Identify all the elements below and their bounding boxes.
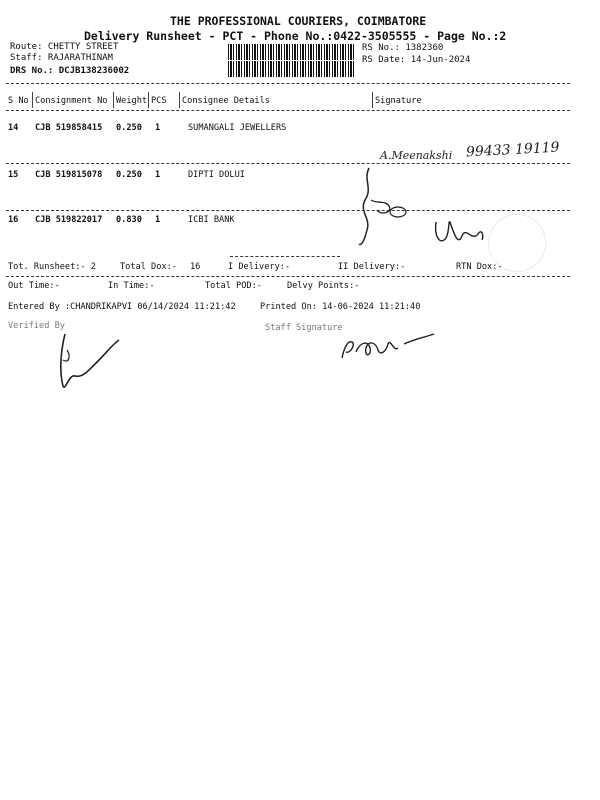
total-pod: Total POD:- [205, 281, 262, 291]
divider [6, 210, 570, 211]
tot-runsheet: Tot. Runsheet:- 2 [8, 262, 96, 272]
drs-number: DRS No.: DCJB138236002 [10, 66, 130, 76]
row-pcs: 1 [155, 215, 161, 225]
handwritten-phone: 99433 19119 [465, 139, 560, 161]
row-weight: 0.250 [116, 123, 142, 133]
col-sep [113, 92, 114, 108]
divider [6, 83, 570, 84]
divider [230, 256, 340, 257]
handwritten-signature: A.Meenakshi [380, 149, 453, 162]
divider [6, 110, 570, 111]
verified-by-label: Verified By [8, 321, 65, 331]
row-sno: 16 [8, 215, 19, 225]
col-header-weight: Weight [116, 96, 148, 106]
verified-by-signature [55, 330, 125, 395]
row-sno: 15 [8, 170, 19, 180]
row-sno: 14 [8, 123, 19, 133]
staff-signature-scribble [338, 330, 438, 365]
row-consignment: CJB 519858415 [35, 123, 103, 133]
col-sep [32, 92, 33, 108]
col-sep [179, 92, 180, 108]
out-time: Out Time:- [8, 281, 60, 291]
staff-label: Staff: RAJARATHINAM [10, 53, 113, 63]
col-header-signature: Signature [375, 96, 422, 106]
col-header-consignee: Consignee Details [182, 96, 270, 106]
row-weight: 0.250 [116, 170, 142, 180]
row-consignment: CJB 519815078 [35, 170, 103, 180]
divider [6, 163, 570, 164]
col-header-pcs: PCS [151, 96, 167, 106]
signature-scribble-row15 [355, 160, 415, 255]
in-time: In Time:- [108, 281, 155, 291]
row-pcs: 1 [155, 123, 161, 133]
col-header-consignment: Consignment No [35, 96, 108, 106]
runsheet-title: Delivery Runsheet - PCT - Phone No.:0422-3505555 - Page No.:2 [84, 29, 507, 43]
barcode-top [228, 44, 356, 60]
divider [6, 276, 570, 277]
col-header-sno: S No [8, 96, 29, 106]
col-sep [148, 92, 149, 108]
rs-date: RS Date: 14-Jun-2024 [362, 55, 471, 65]
row-consignee: SUMANGALI JEWELLERS [188, 123, 287, 133]
rtn-dox: RTN Dox:- [456, 262, 503, 272]
signature-scribble-row16 [432, 216, 492, 252]
total-dox-value: 16 [190, 262, 201, 272]
total-dox-label: Total Dox:- [120, 262, 177, 272]
row-pcs: 1 [155, 170, 161, 180]
delvy-points: Delvy Points:- [287, 281, 360, 291]
row-consignee: DIPTI DOLUI [188, 170, 245, 180]
row-consignee: ICBI BANK [188, 215, 235, 225]
entered-by: Entered By :CHANDRIKAPVI 06/14/2024 11:21:42 [8, 302, 236, 312]
printed-on: Printed On: 14-06-2024 11:21:40 [260, 302, 421, 312]
company-title: THE PROFESSIONAL COURIERS, COIMBATORE [170, 14, 427, 28]
row-consignment: CJB 519822017 [35, 215, 103, 225]
row-weight: 0.830 [116, 215, 142, 225]
col-sep [372, 92, 373, 108]
barcode-bottom [228, 61, 356, 77]
staff-signature-label: Staff Signature [265, 323, 343, 333]
i-delivery: I Delivery:- [228, 262, 291, 272]
ii-delivery: II Delivery:- [338, 262, 406, 272]
route-label: Route: CHETTY STREET [10, 42, 119, 52]
rs-number: RS No.: 1382360 [362, 43, 444, 53]
